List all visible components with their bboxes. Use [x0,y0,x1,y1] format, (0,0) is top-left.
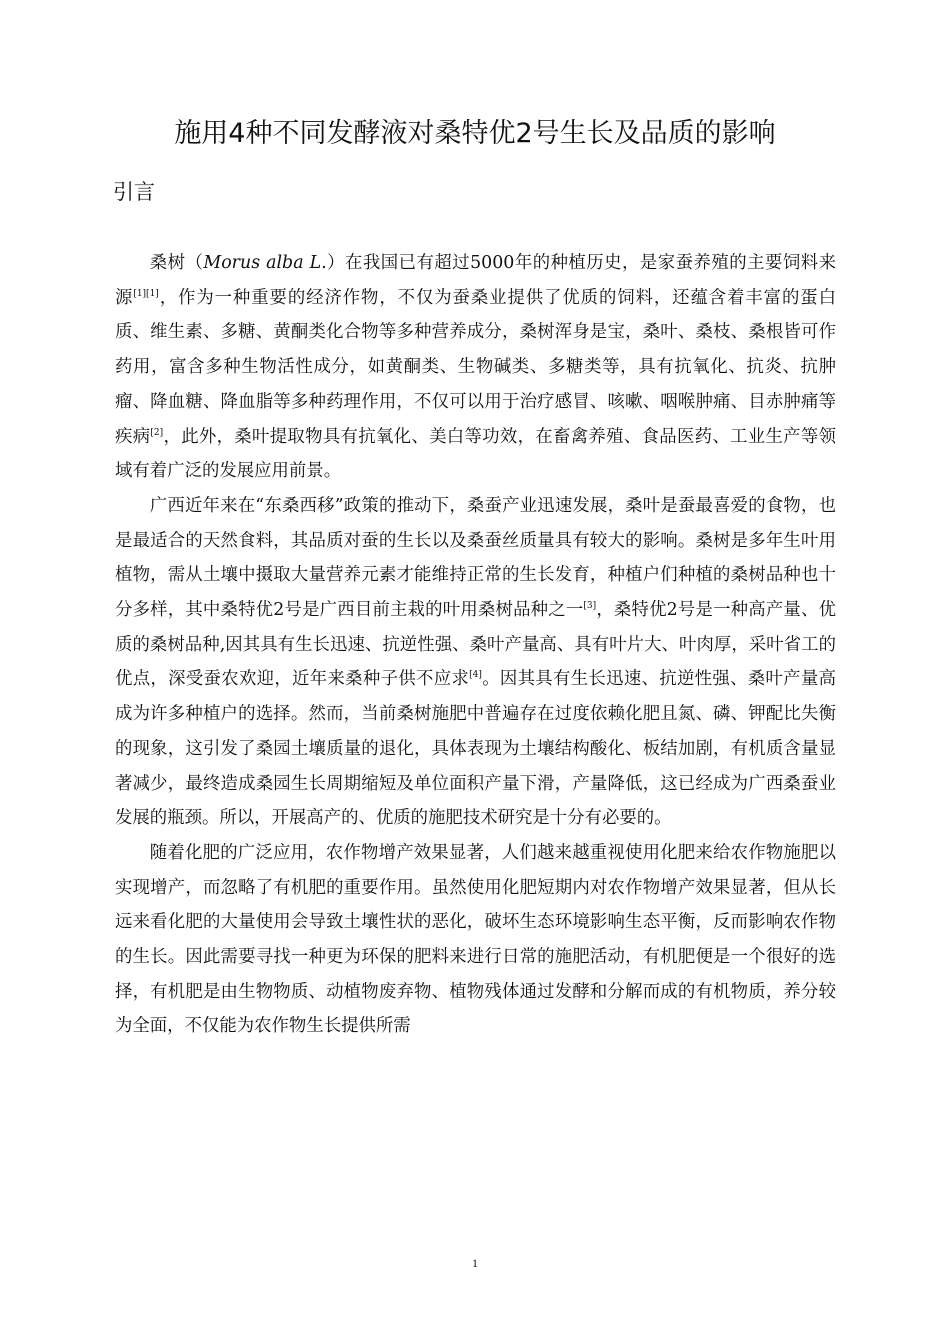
paragraph-2-text-c: 。因其具有生长迅速、抗逆性强、桑叶产量高成为许多种植户的选择。然而，当前桑树施肥中普遍存在过度依赖化肥且氮、磷、钾配比失衡的现象，这引发了桑园土壤质量的退化，具体表现为土壤结构酸化、板结加剧，有机质含量显著减少，最终造成桑园生长周期缩短及单位面积产量下滑，产量降低，这已经成为广西桑蚕业发展的瓶颈。所以，开展高产的、优质的施肥技术研究是十分有必要的。 [115,669,836,829]
paragraph-2 [115,489,836,836]
citation-ref-3[interactable]: [3] [583,601,597,612]
body-text [115,246,836,1044]
paragraph-1-text-a: 桑树（ [149,253,204,273]
page-number: 1 [472,1256,478,1270]
paragraph-1-text-c: ，作为一种重要的经济作物，不仅为蚕桑业提供了优质的饲料，还蕴含着丰富的蛋白质、维生素、多糖、黄酮类化合物等多种营养成分，桑树浑身是宝，桑叶、桑枝、桑根皆可作药用，富含多种生物活性成分，如黄酮类、生物碱类、多糖类等，具有抗氧化、抗炎、抗肿瘤、降血糖、降血脂等多种药理作用，不仅可以用于治疗感冒、咳嗽、咽喉肿痛、目赤肿痛等疾病 [115,287,836,447]
paragraph-1-text-d: ，此外，桑叶提取物具有抗氧化、美白等功效，在畜禽养殖、食品医药、工业生产等领域有着广泛的发展应用前景。 [115,426,836,482]
citation-ref-4[interactable]: [4] [469,670,482,681]
document-title: 施用4种不同发酵液对桑特优2号生长及品质的影响 [174,118,776,149]
paragraph-1-text-b: ）在我国已有超过5000年的种植历史，是家蚕养殖的主要饲料来源 [115,253,836,308]
citation-ref-1[interactable]: [1][1] [133,288,159,299]
section-heading: 引言 [113,180,155,204]
paragraph-2-text-b: ，桑特优2号是一种高产量、优质的桑树品种,因其具有生长迅速、抗逆性强、桑叶产量高、具有叶片大、叶肉厚，采叶省工的优点，深受蚕农欢迎，近年来桑种子供不应求 [115,600,836,690]
citation-ref-2[interactable]: [2] [150,427,164,438]
paragraph-3: 随着化肥的广泛应用，农作物增产效果显著，人们越来越重视使用化肥来给农作物施肥以实现增产，而忽略了有机肥的重要作用。虽然使用化肥短期内对农作物增产效果显著，但从长远来看化肥的大量使用会导致土壤性状的恶化，破坏生态环境影响生态平衡，反而影响农作物的生长。因此需要寻找一种更为环保的肥料来进行日常的施肥活动，有机肥便是一个很好的选择，有机肥是由生物物质、动植物废弃物、植物残体通过发酵和分解而成的有机物质，养分较为全面，不仅能为农作物生长提供所需 [115,842,836,1037]
paragraph-2-text-a: 广西近年来在“东桑西移”政策的推动下，桑蚕产业迅速发展，桑叶是蚕最喜爱的食物，也是最适合的天然食料，其品质对蚕的生长以及桑蚕丝质量具有较大的影响。桑树是多年生叶用植物，需从土壤中摄取大量营养元素才能维持正常的生长发育，种植户们种植的桑树品种也十分多样，其中桑特优2号是广西目前主栽的叶用桑树品种之一 [115,495,836,621]
paragraph-1 [115,246,836,489]
latin-species-name: Morus alba L. [203,253,327,273]
